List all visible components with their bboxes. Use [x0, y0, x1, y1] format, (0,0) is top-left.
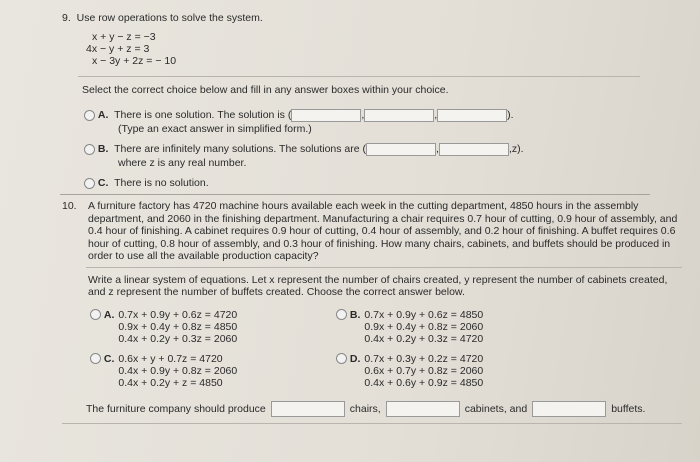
cabinets-label: cabinets, and — [464, 402, 528, 415]
q10-choice-d[interactable] — [336, 353, 636, 389]
divider — [60, 194, 650, 195]
equation: x − 3y + 2z = − 10 — [92, 55, 177, 67]
equation: 0.4x + 0.2y + 0.3z = 2060 — [118, 332, 238, 345]
q9-prompt: Use row operations to solve the system. — [76, 12, 263, 24]
buffets-input[interactable] — [532, 401, 606, 417]
divider — [62, 423, 682, 424]
y-answer-input[interactable] — [364, 109, 434, 122]
equation: 0.6x + 0.7y + 0.8z = 2060 — [364, 364, 484, 377]
equation: 4x − y + z = 3 — [86, 43, 150, 55]
equation: 0.7x + 0.9y + 0.6z = 4850 — [364, 308, 484, 321]
choice-text: There is one solution. The solution is — [114, 109, 285, 121]
equation: x + y − z = −3 — [92, 31, 156, 43]
radio-button[interactable] — [84, 110, 95, 121]
equation: 0.4x + 0.6y + 0.9z = 4850 — [364, 376, 484, 389]
q9-choice-b[interactable]: B. There are infinitely many solutions. The solutions are ( , ,z). where z is any real number. — [84, 142, 524, 170]
choice-letter: A. — [103, 308, 115, 321]
divider — [86, 267, 682, 268]
choice-tail: ,z). — [508, 143, 524, 155]
radio-button[interactable] — [336, 309, 347, 320]
q10-choices — [90, 309, 682, 389]
q10-section — [62, 200, 682, 424]
choice-text: There is no solution. — [114, 177, 209, 189]
cabinets-input[interactable] — [386, 401, 460, 417]
q10-choice-c[interactable] — [90, 353, 336, 389]
equation: 0.9x + 0.4y + 0.8z = 2060 — [364, 320, 484, 333]
radio-button[interactable] — [84, 144, 95, 155]
equation: 0.9x + 0.4y + 0.8z = 4850 — [118, 320, 238, 333]
buffets-label: buffets. — [611, 402, 646, 415]
q9-choice-a[interactable]: A. There is one solution. The solution is ( , , ). (Type an exact answer in simplified form.) — [84, 108, 514, 136]
q10-number: 10. — [62, 200, 77, 212]
radio-button[interactable] — [90, 353, 101, 364]
choice-note: (Type an exact answer in simplified form.) — [118, 123, 312, 135]
q10-choice-b[interactable] — [336, 309, 636, 345]
equation: 0.6x + y + 0.7z = 4720 — [118, 352, 223, 365]
equation: 0.4x + 0.2y + z = 4850 — [118, 376, 223, 389]
q10-choice-a[interactable] — [90, 309, 336, 345]
q9-system — [86, 31, 176, 67]
equation: 0.7x + 0.3y + 0.2z = 4720 — [364, 352, 484, 365]
chairs-input[interactable] — [271, 401, 345, 417]
choice-letter: A. — [97, 109, 109, 121]
equation: 0.4x + 0.2y + 0.3z = 4720 — [364, 332, 484, 345]
divider — [78, 76, 640, 77]
choice-text: There are infinitely many solutions. The solutions are — [114, 143, 360, 155]
q9-choice-c[interactable] — [84, 176, 209, 190]
choice-letter: C. — [97, 177, 109, 189]
radio-button[interactable] — [84, 178, 95, 189]
q9-header — [62, 12, 263, 24]
x-answer-input[interactable] — [366, 143, 436, 156]
x-answer-input[interactable] — [291, 109, 361, 122]
y-answer-input[interactable] — [439, 143, 509, 156]
q10-answer-row — [86, 401, 682, 417]
q10-header — [62, 200, 682, 263]
choice-letter: D. — [349, 352, 361, 365]
q9-number: 9. — [62, 12, 71, 24]
choice-letter: C. — [103, 352, 115, 365]
z-answer-input[interactable] — [437, 109, 507, 122]
q9-instruction: Select the correct choice below and fill in any answer boxes within your choice. — [82, 84, 449, 96]
radio-button[interactable] — [336, 353, 347, 364]
choice-letter: B. — [349, 308, 361, 321]
q10-prompt: A furniture factory has 4720 machine hours available each week in the cutting department, 4850 hours in the assembly department, and 2060 in the finishing department. Manufacturing a chair requires 0.7 hour of cutting, 0.9 hour of assembly, and 0.4 hour of finishing. A cabinet requires 0.9 hour of cutting, 0.4 hour of assembly, and 0.2 hour of finishing. A buffet requires 0.6 hour of cutting, 0.8 hour of assembly, and 0.3 hour of finishing. How many chairs, cabinets, and buffets should be produced in order to use all the available production capacity? — [88, 200, 678, 262]
radio-button[interactable] — [90, 309, 101, 320]
chairs-label: chairs, — [349, 402, 381, 415]
equation: 0.4x + 0.9y + 0.8z = 2060 — [118, 364, 238, 377]
q10-answer-prefix: The furniture company should produce — [86, 402, 266, 415]
equation: 0.7x + 0.9y + 0.6z = 4720 — [118, 308, 238, 321]
choice-letter: B. — [97, 143, 109, 155]
q10-instruction: Write a linear system of equations. Let x represent the number of chairs created, y represent the number of cabinets created, and z represent the number of buffets created. Choose the correct answer below. — [88, 273, 668, 298]
choice-note: where z is any real number. — [118, 157, 247, 169]
